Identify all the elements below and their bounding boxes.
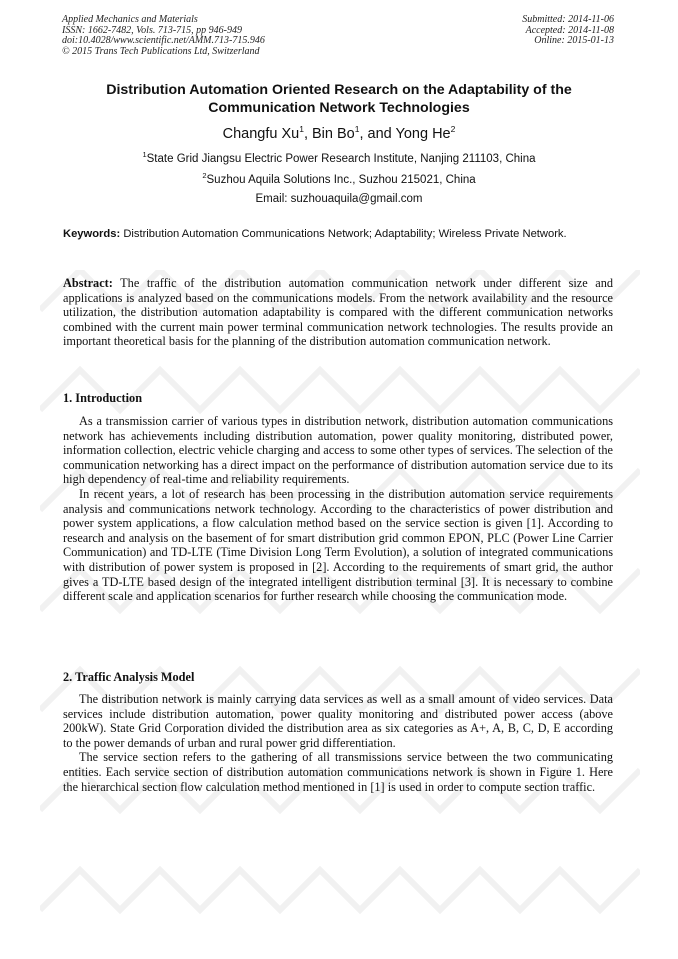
affiliation-mark: 1 [142,150,147,159]
affiliation-1 [0,150,678,165]
section-1-paragraph-2: In recent years, a lot of research has been processing in the distribution automation service requirements analysis and communications network technology. According to the characteristics of power distribution and power system applications, a flow calculation method based on the service section is given [1]. According to research and analysis on the basement of for smart distribution grid common EPON, PLC (Power Line Carrier Communication) and TD-LTE (Time Division Long Term Evolution), a solution of integrated communications with distribution of power system is proposed in [2]. According to the requirements of smart grid, the author gives a TD-LTE based design of the integrated intelligent distribution terminal [3]. It is necessary to combine different scale and application scenarios for further research while choosing the communication mode. [63,486,613,604]
abstract-label: Abstract: [63,276,113,290]
title-line-1: Distribution Automation Oriented Research on the Adaptability of the [106,82,572,98]
keywords [63,227,613,241]
watermark-pattern [40,270,640,950]
keywords-label: Keywords: [63,228,121,240]
affiliation-text: State Grid Jiangsu Electric Power Research Institute, Nanjing 211103, China [146,152,536,165]
submitted-date: Submitted: 2014-11-06 [522,14,614,25]
accepted-date: Accepted: 2014-11-08 [525,24,614,36]
title-line-2: Communication Network Technologies [208,100,470,116]
affiliation-mark: 2 [202,171,207,180]
section-2-paragraph-2: The service section refers to the gathering of all transmissions service between the two communicating entities. Each service section of distribution automation communications network is shown in Figure 1. Here the hierarchical section flow calculation method mentioned in [1] is used in order to compute section traffic. [63,750,613,794]
author-name: Yong He [395,125,451,142]
abstract [63,276,613,349]
author-name: Changfu Xu [222,125,300,142]
author-affil-mark: 2 [450,124,456,134]
issn: ISSN: 1662-7482, Vols. 713-715, pp 946-949 [62,24,242,36]
author-affil-mark: 1 [299,124,304,134]
paper-title [50,81,628,117]
header-right [522,15,614,47]
author-list [0,124,678,142]
abstract-paragraph [63,276,613,349]
affiliation-text: Suzhou Aquila Solutions Inc., Suzhou 215021, China [206,173,476,186]
keywords-text: Distribution Automation Communications Network; Adaptability; Wireless Private Network. [123,228,567,240]
section-2-body [63,692,613,794]
author-separator: , and [359,125,396,142]
author-name: Bin Bo [312,125,355,142]
section-1-body [63,414,613,604]
section-1-heading: 1. Introduction [63,391,143,405]
affiliation-2 [0,171,678,186]
doi: doi:10.4028/www.scientific.net/AMM.713-715.946 [62,35,265,46]
abstract-text: The traffic of the distribution automation communication network under different size and applications is analyzed based on the communications models. From the network availability and the resource utilization, the distribution automation adaptability is compared with the different communication networks combined with the current main power terminal communication network technologies. The results provide an important theoretical basis for the planning of the distribution automation communication network. [63,276,613,349]
online-date: Online: 2015-01-13 [534,35,614,46]
copyright: © 2015 Trans Tech Publications Ltd, Switzerland [62,45,260,57]
section-1-paragraph-1: As a transmission carrier of various types in distribution network, distribution automation communications network has achievements including distribution automation, power quality monitoring, distributed power, information collection, electric vehicle charging and access to some other types of services. The selection of the communication networking has a direct impact on the performance of distribution automation service due to its high dependency of real-time and reliability requirements. [63,414,613,487]
author-separator: , [303,125,313,142]
author-affil-mark: 1 [354,124,360,134]
section-2-paragraph-1: The distribution network is mainly carrying data services as well as a small amount of video services. Data services include distribution automation, power quality monitoring and distributed power access (above 200kW). State Grid Corporation divided the distribution area as six categories as A+, A, B, C, D, E according to the power demands of urban and rural power grid differentiation. [63,692,613,750]
journal-name: Applied Mechanics and Materials [62,14,198,25]
header-left [62,15,265,57]
section-2-heading: 2. Traffic Analysis Model [63,670,195,684]
contact-email: Email: suzhouaquila@gmail.com [255,193,423,205]
